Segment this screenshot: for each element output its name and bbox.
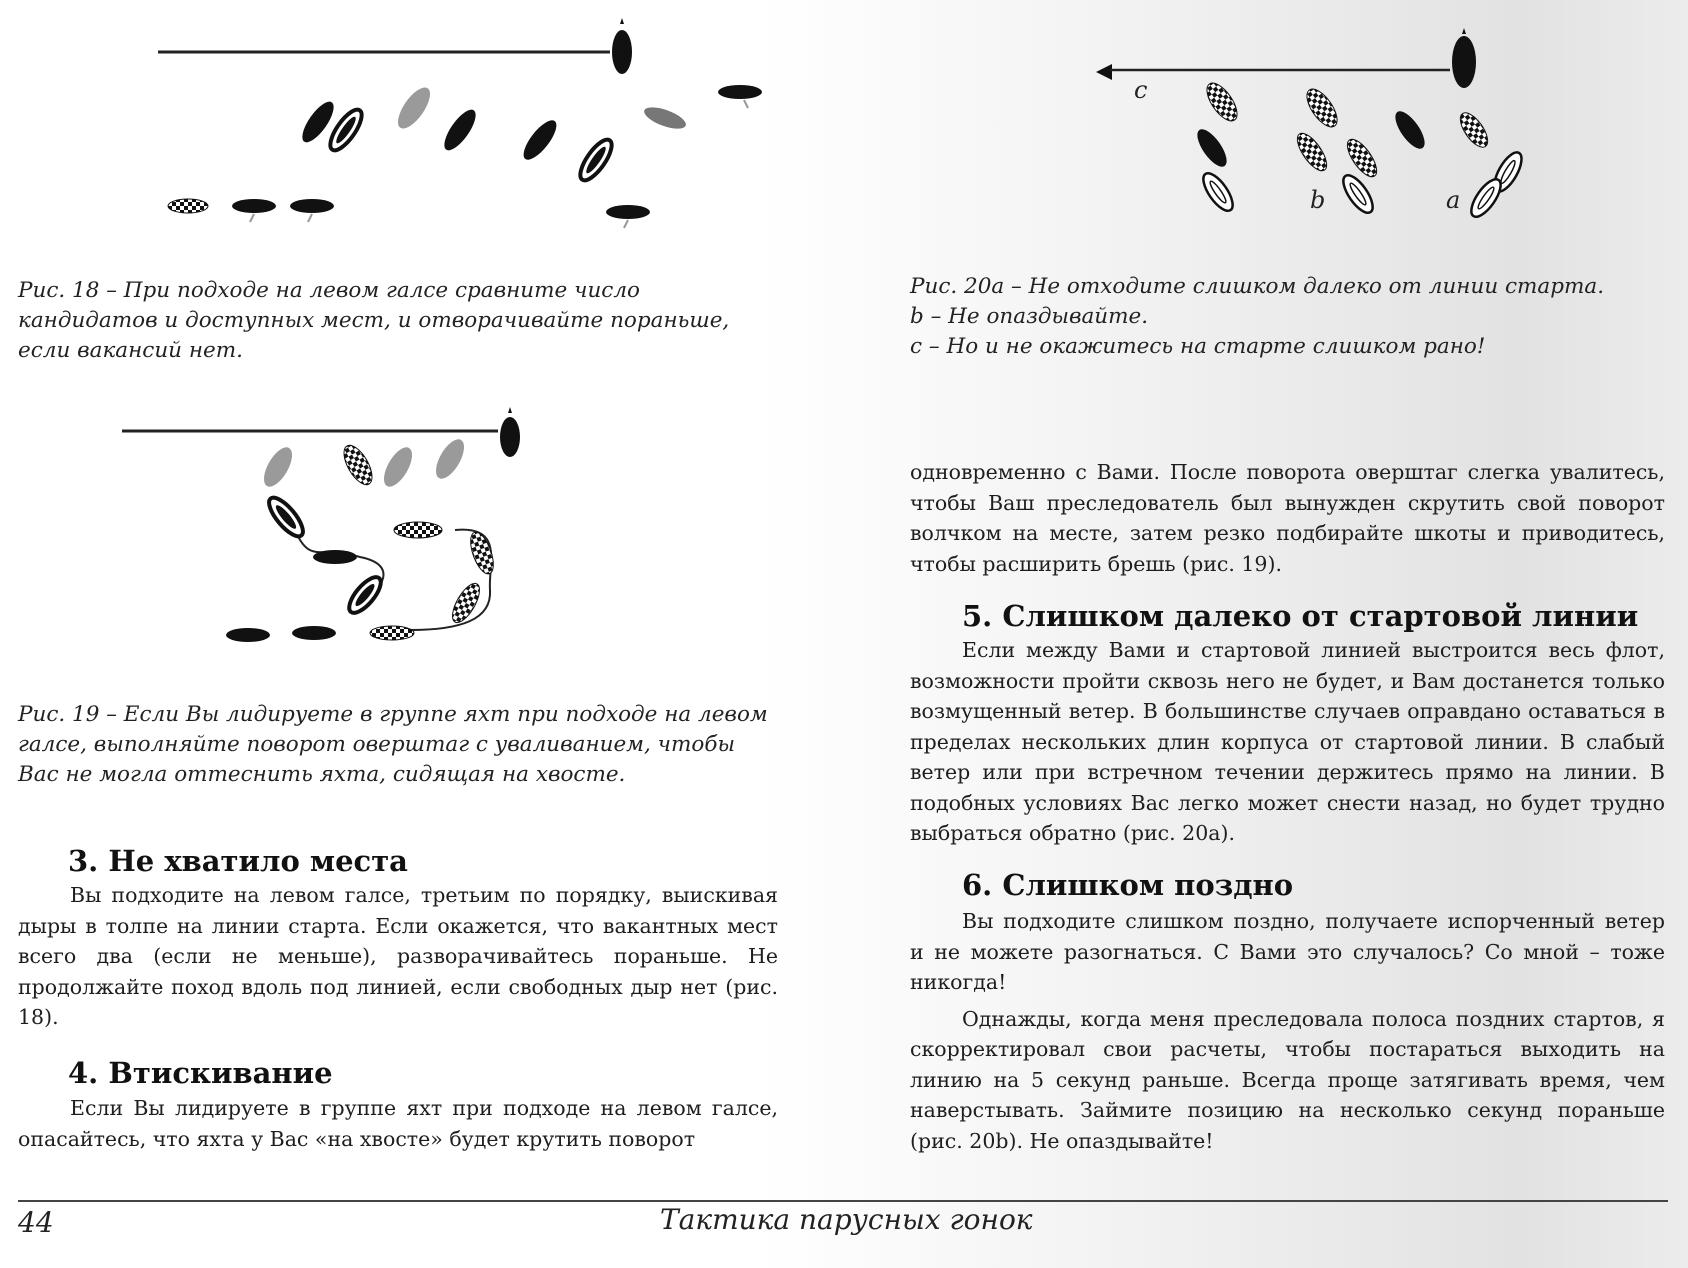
yacht-icon <box>430 435 469 483</box>
yacht-icon <box>313 550 357 564</box>
yacht-icon <box>1301 84 1343 132</box>
figure-18-diagram <box>140 10 780 240</box>
continuation-text <box>910 457 1665 579</box>
yacht-icon <box>466 529 498 577</box>
continuation-paragraph: одновременно с Вами. После поворота оверштаг слегка увалитесь, чтобы Ваш преследователь был вынужден скрутить свой поворот волчком на месте, затем резко подбирайте шкоты и приводитесь, чтобы расширить брешь (рис. 19). <box>910 460 1665 576</box>
yacht-icon <box>344 572 386 617</box>
section-4-paragraph: Если Вы лидируете в группе яхт при подходе на левом галсе, опасайтесь, что яхта у Вас «на хвосте» будет крутить поворот <box>18 1096 778 1151</box>
yacht-icon <box>1192 125 1232 171</box>
section-6-heading: 6. Слишком поздно <box>962 868 1294 902</box>
footer-divider <box>18 1200 1668 1202</box>
section-4-heading: 4. Втискивание <box>68 1056 333 1090</box>
yacht-icon <box>1390 107 1430 153</box>
yacht-icon <box>264 493 309 541</box>
label-b: b <box>1310 186 1326 214</box>
figure-20-diagram <box>1090 12 1670 222</box>
yacht-icon <box>338 441 377 489</box>
yacht-icon <box>447 579 485 626</box>
section-3-paragraph: Вы подходите на левом галсе, третьим по порядку, выискивая дыры в толпе на линии старта. Если окажется, что вакантных мест всего два (если не меньше), разворачивайтесь пораньше. Не продолжайте поход вдоль под линией, если свободных дыр нет (рис. 18). <box>18 883 778 1029</box>
yacht-icon <box>394 522 442 538</box>
figure-20a-caption: Рис. 20а – Не отходите слишком далеко от линии старта. <box>910 274 1605 299</box>
section-3-heading: 3. Не хватило места <box>68 844 408 878</box>
label-c: c <box>1134 76 1148 104</box>
yacht-icon <box>168 199 208 213</box>
yacht-icon <box>392 83 436 134</box>
yacht-icon <box>292 626 336 640</box>
running-title: Тактика парусных гонок <box>660 1203 1033 1236</box>
yacht-icon <box>518 116 562 165</box>
section-6-paragraph-2: Однажды, когда меня преследовала полоса поздних стартов, я скорректировал свои расчеты, чтобы постараться выходить на линию на 5 секунд раньше. Всегда проще затягивать время, чем наверстывать. Займите позицию на несколько секунд пораньше (рис. 20b). Не опаздывайте! <box>910 1006 1665 1153</box>
section-6-text <box>910 906 1665 1156</box>
yacht-icon <box>606 205 650 228</box>
committee-boat-icon <box>612 18 632 74</box>
yacht-icon <box>1466 175 1506 221</box>
yacht-icon <box>1201 78 1243 126</box>
yacht-icon <box>1338 171 1378 217</box>
yacht-icon <box>370 626 414 640</box>
yacht-icon <box>226 628 270 642</box>
committee-boat-icon <box>500 407 520 457</box>
yacht-icon <box>1455 108 1493 151</box>
section-3-text <box>18 880 778 1033</box>
yacht-icon <box>1292 129 1332 175</box>
figure-20c-caption: c – Но и не окажитесь на старте слишком рано! <box>910 334 1486 359</box>
figure-19-diagram <box>110 405 590 655</box>
figure-18-caption: Рис. 18 – При подходе на левом галсе сравните число кандидатов и доступных мест, и отворачивайте пораньше, если вакансий нет. <box>18 278 730 363</box>
yacht-icon <box>378 443 417 491</box>
yacht-icon <box>1198 169 1238 215</box>
section-5-paragraph: Если между Вами и стартовой линией выстроится весь флот, возможности пройти сквозь него не будет, и Вам достанется только возмущенный ветер. В большинстве случаев оправдано оставаться в пределах нескольких длин корпуса от стартовой линии. В слабый ветер или при встречном течении держитесь прямо на линии. В подобных условиях Вас легко может снести назад, но будет трудно выбраться обратно (рис. 20а). <box>910 638 1665 845</box>
yacht-icon <box>258 443 297 491</box>
section-5-text <box>910 635 1665 849</box>
section-4-text <box>18 1093 778 1154</box>
yacht-icon <box>232 199 276 222</box>
figure-19-caption: Рис. 19 – Если Вы лидируете в группе яхт при подходе на левом галсе, выполняйте поворот оверштаг с уваливанием, чтобы Вас не могла оттеснить яхта, сидящая на хвосте. <box>18 702 768 787</box>
yacht-icon <box>642 103 689 133</box>
section-5-heading: 5. Слишком далеко от стартовой линии <box>962 599 1639 633</box>
page-number: 44 <box>18 1206 54 1239</box>
label-a: a <box>1446 186 1461 214</box>
yacht-icon <box>575 135 617 185</box>
figure-20b-caption: b – Не опаздывайте. <box>910 304 1149 329</box>
yacht-icon <box>290 199 334 222</box>
section-6-paragraph-1: Вы подходите слишком поздно, получаете испорченный ветер и не можете разогнаться. С Вами это случалось? Со мной – тоже никогда! <box>910 909 1665 994</box>
committee-boat-icon <box>1452 28 1476 88</box>
pin-buoy-icon <box>1096 64 1112 80</box>
figure-20-caption <box>910 272 1670 362</box>
yacht-icon <box>718 85 762 108</box>
yacht-icon <box>439 105 481 155</box>
